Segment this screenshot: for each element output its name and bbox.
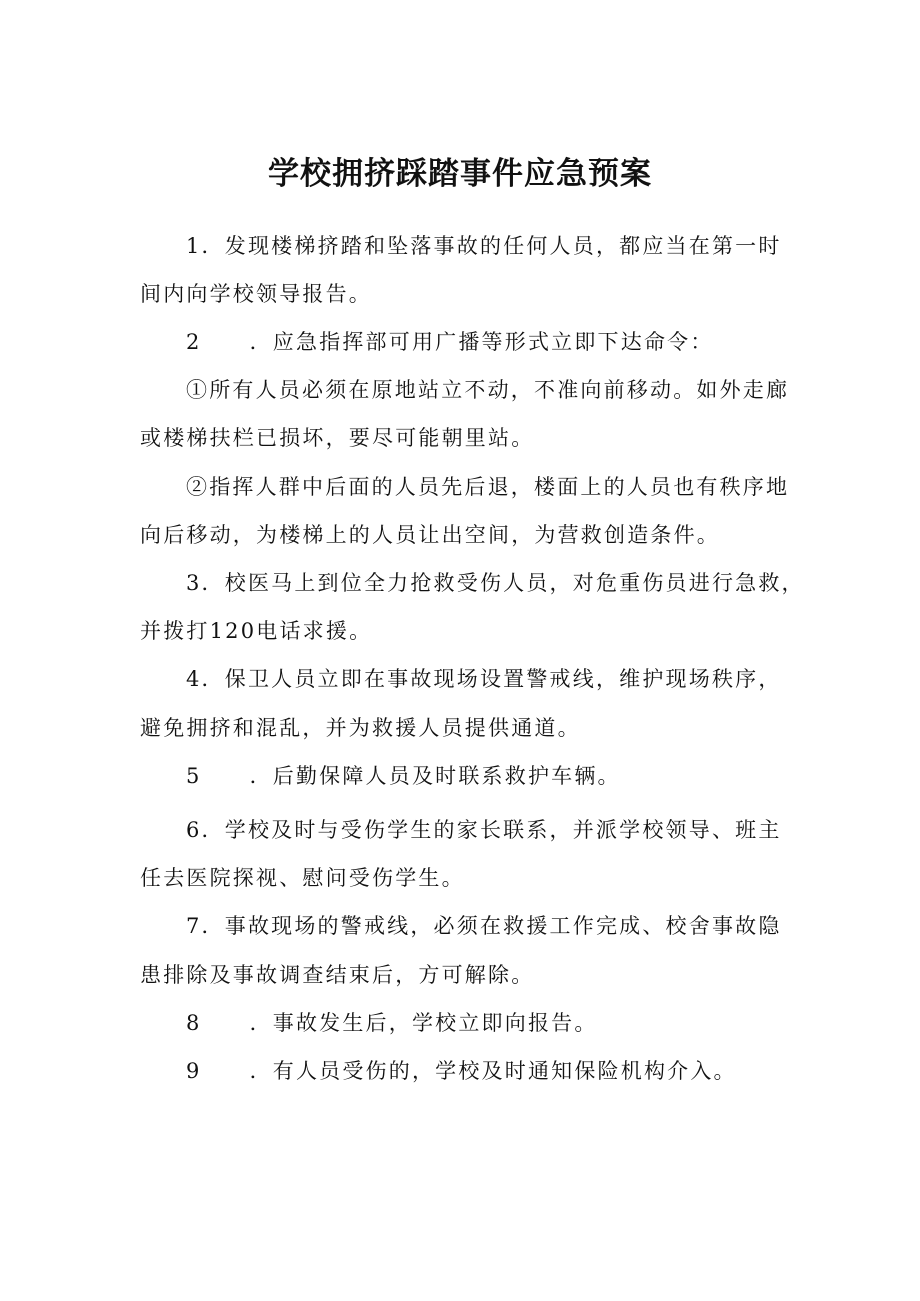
paragraph-8-text: ．事故发生后，学校立即向报告。 — [249, 1011, 598, 1035]
paragraph-2-text: ．应急指挥部可用广播等形式立即下达命令： — [249, 330, 714, 354]
paragraph-8 — [186, 1008, 598, 1038]
paragraph-2a-line-2: 或楼梯扶栏已损坏，要尽可能朝里站。 — [140, 426, 535, 450]
paragraph-4-line-1: 4．保卫人员立即在事故现场设置警戒线，维护现场秩序， — [186, 667, 782, 691]
paragraph-6-line-2: 任去医院探视、慰问受伤学生。 — [140, 866, 465, 890]
paragraph-2 — [186, 327, 714, 357]
paragraph-5-text: ．后勤保障人员及时联系救护车辆。 — [249, 764, 621, 788]
paragraph-2b-line-1: ②指挥人群中后面的人员先后退，楼面上的人员也有秩序地 — [186, 475, 790, 499]
paragraph-2-number: 2 — [186, 330, 202, 354]
paragraph-8-number: 8 — [186, 1011, 202, 1035]
paragraph-6-line-1: 6．学校及时与受伤学生的家长联系，并派学校领导、班主 — [186, 818, 782, 842]
paragraph-9 — [186, 1056, 737, 1086]
paragraph-5 — [186, 761, 621, 791]
paragraph-2a-line-1: ①所有人员必须在原地站立不动，不准向前移动。如外走廊 — [186, 378, 790, 402]
paragraph-4-line-2: 避免拥挤和混乱，并为救援人员提供通道。 — [140, 716, 581, 740]
paragraph-3-line-2: 并拨打120电话求援。 — [140, 619, 373, 643]
paragraph-1-line-2: 间内向学校领导报告。 — [140, 282, 372, 306]
paragraph-9-number: 9 — [186, 1059, 202, 1083]
document-title: 学校拥挤踩踏事件应急预案 — [268, 156, 652, 192]
paragraph-1-line-1: 1．发现楼梯挤踏和坠落事故的任何人员，都应当在第一时 — [186, 234, 782, 258]
paragraph-7-line-2: 患排除及事故调查结束后，方可解除。 — [140, 963, 535, 987]
paragraph-2b-line-2: 向后移动，为楼梯上的人员让出空间，为营救创造条件。 — [140, 523, 720, 547]
paragraph-5-number: 5 — [186, 764, 202, 788]
paragraph-7-line-1: 7．事故现场的警戒线，必须在救援工作完成、校舍事故隐 — [186, 914, 782, 938]
paragraph-9-text: ．有人员受伤的，学校及时通知保险机构介入。 — [249, 1059, 737, 1083]
paragraph-3-line-1: 3．校医马上到位全力抢救受伤人员，对危重伤员进行急救， — [186, 571, 805, 595]
